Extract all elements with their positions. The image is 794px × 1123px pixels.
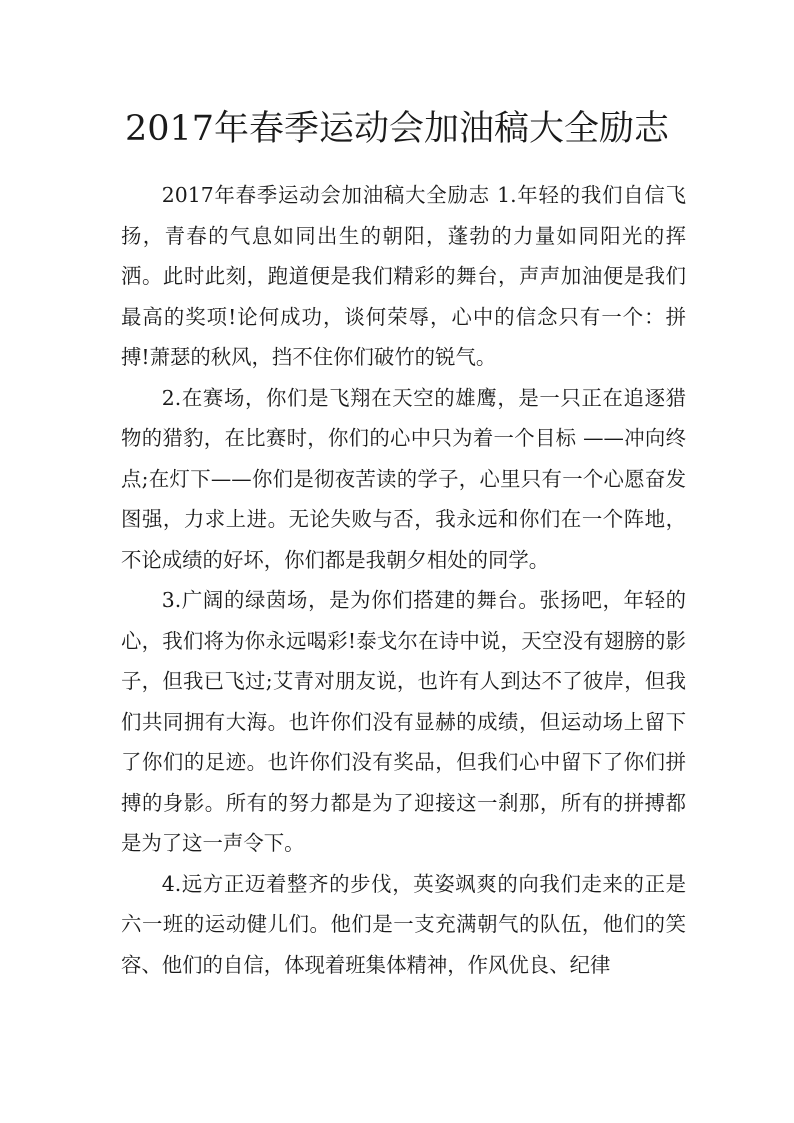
paragraph-3: 3.广阔的绿茵场，是为你们搭建的舞台。张扬吧，年轻的心，我们将为你永远喝彩!泰戈尔在诗中说，天空没有翅膀的影子，但我已飞过;艾青对朋友说，也许有人到达不了彼岸，但我们共同拥有大海。也许你们没有显赫的成绩，但运动场上留下了你们的足迹。也许你们没有奖品，但我们心中留下了你们拼搏的身影。所有的努力都是为了迎接这一刹那，所有的拼搏都是为了这一声令下。 <box>121 588 686 855</box>
paragraph-2: 2.在赛场，你们是飞翔在天空的雄鹰，是一只正在追逐猎物的猎豹，在比赛时，你们的心中只为着一个目标 ——冲向终点;在灯下——你们是彻夜苦读的学子，心里只有一个心愿奋发图强，力求上进。无论失败与否，我永远和你们在一个阵地，不论成绩的好坏，你们都是我朝夕相处的同学。 <box>121 385 686 572</box>
paragraph-1: 2017年春季运动会加油稿大全励志 1.年轻的我们自信飞扬，青春的气息如同出生的朝阳，蓬勃的力量如同阳光的挥洒。此时此刻，跑道便是我们精彩的舞台，声声加油便是我们最高的奖项!论何成功，谈何荣辱，心中的信念只有一个：拼搏!萧瑟的秋风，挡不住你们破竹的锐气。 <box>121 183 686 369</box>
document-body <box>121 175 686 985</box>
document-title: 2017年春季运动会加油稿大全励志 <box>124 109 670 149</box>
paragraph-4: 4.远方正迈着整齐的步伐，英姿飒爽的向我们走来的正是六一班的运动健儿们。他们是一支充满朝气的队伍，他们的笑容、他们的自信，体现着班集体精神，作风优良、纪律 <box>121 871 686 977</box>
